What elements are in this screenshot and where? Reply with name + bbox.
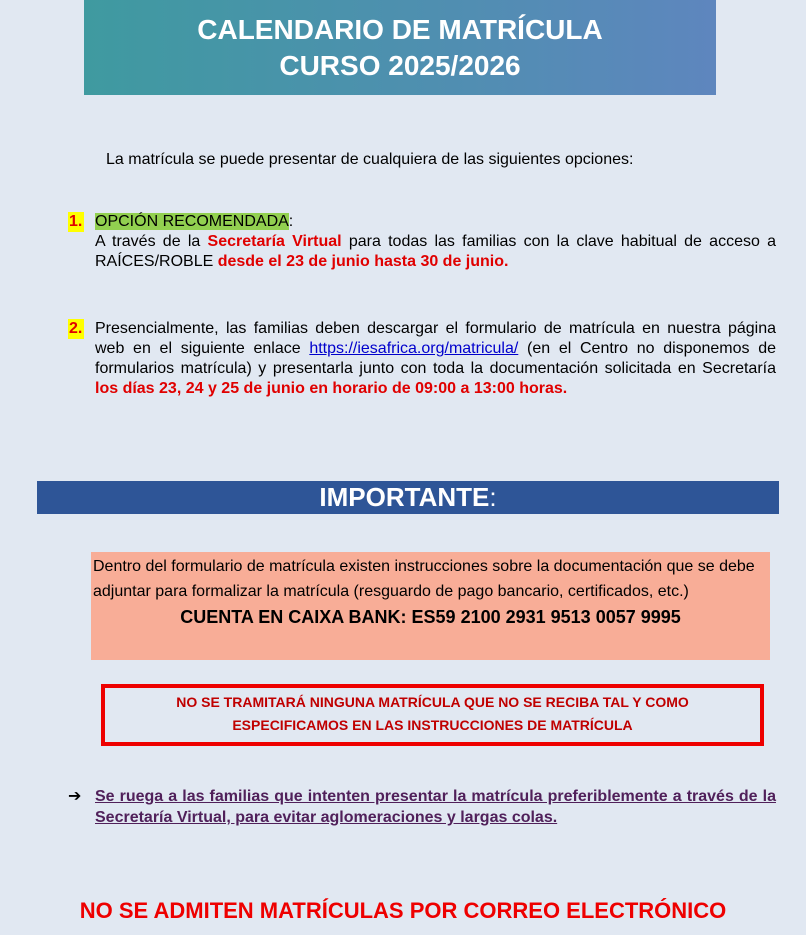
warning-line-2: ESPECIFICAMOS EN LAS INSTRUCCIONES DE MATRÍCULA xyxy=(232,717,633,733)
instructions-text: Dentro del formulario de matrícula existen instrucciones sobre la documentación que se debe adjuntar para formalizar la matrícula (resguardo de pago bancario, certificados, etc.) xyxy=(93,558,755,600)
important-colon: : xyxy=(489,482,497,512)
option-1-dates: desde el 23 de junio hasta 30 de junio. xyxy=(217,253,509,270)
page-title: CALENDARIO DE MATRÍCULA xyxy=(197,13,603,45)
instructions-box xyxy=(91,552,770,660)
option-1 xyxy=(68,212,776,272)
intro-text: La matrícula se puede presentar de cualquiera de las siguientes opciones: xyxy=(106,151,634,168)
bank-account: CUENTA EN CAIXA BANK: ES59 2100 2931 9513 0057 9995 xyxy=(180,607,681,627)
page-title-banner xyxy=(84,0,716,95)
option-2 xyxy=(68,319,776,399)
warning-box xyxy=(101,684,764,746)
option-1-text-b: para todas las familias con la clave habitual de acceso a RAÍCES/ROBLE xyxy=(95,233,777,270)
option-1-colon: : xyxy=(288,213,294,230)
option-1-text-a: A través de la xyxy=(95,233,208,250)
recommendation-note xyxy=(68,786,776,828)
option-2-number: 2. xyxy=(69,320,83,337)
important-banner xyxy=(37,481,779,514)
option-1-secretaria: Secretaría Virtual xyxy=(207,233,342,250)
important-title: IMPORTANTE xyxy=(319,482,490,512)
warning-line-1: NO SE TRAMITARÁ NINGUNA MATRÍCULA QUE NO SE RECIBA TAL Y COMO xyxy=(176,694,689,710)
option-2-text-b: (en el Centro no disponemos de formularios matrícula) y presentarla junto con toda la documentación solicitada en Secretaría xyxy=(95,340,776,377)
option-2-dates: los días 23, 24 y 25 de junio en horario de 09:00 a 13:00 horas. xyxy=(95,380,568,397)
recommendation-text: Se ruega a las familias que intenten presentar la matrícula preferiblemente a través de la Secretaría Virtual, para evitar aglomeraciones y largas colas. xyxy=(95,788,776,826)
matricula-link[interactable]: https://iesafrica.org/matricula/ xyxy=(309,340,519,357)
email-warning: NO SE ADMITEN MATRÍCULAS POR CORREO ELECTRÓNICO xyxy=(79,898,727,923)
option-2-text-a: Presencialmente, las familias deben descargar el formulario de matrícula en nuestra página web en el siguiente enlace xyxy=(95,320,776,357)
page-subtitle: CURSO 2025/2026 xyxy=(279,49,521,81)
option-1-number: 1. xyxy=(69,213,83,230)
arrow-right-icon: ➔ xyxy=(68,788,82,805)
option-1-label: OPCIÓN RECOMENDADA xyxy=(95,213,289,230)
